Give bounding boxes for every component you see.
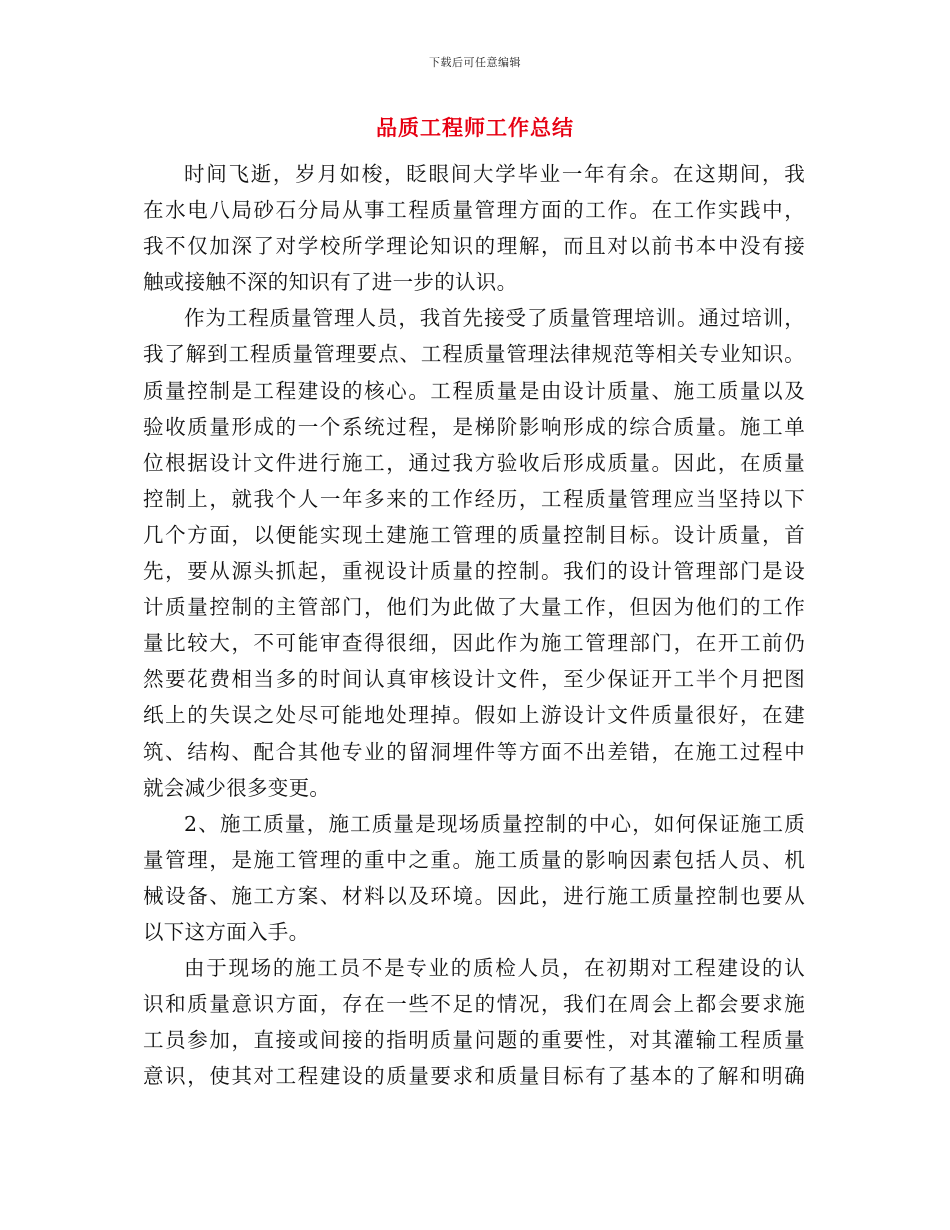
paragraph-line: 械设备、施工方案、材料以及环境。因此，进行施工质量控制也要从	[143, 883, 805, 908]
paragraph-line: 识和质量意识方面，存在一些不足的情况，我们在周会上都会要求施	[143, 992, 805, 1017]
paragraph-line: 量管理，是施工管理的重中之重。施工质量的影响因素包括人员、机	[143, 847, 805, 872]
paragraph	[143, 156, 805, 300]
paragraph-line: 验收质量形成的一个系统过程，是梯阶影响形成的综合质量。施工单	[143, 414, 805, 439]
paragraph-line: 质量控制是工程建设的核心。工程质量是由设计质量、施工质量以及	[143, 378, 805, 403]
paragraph-line: 先，要从源头抓起，重视设计质量的控制。我们的设计管理部门是设	[143, 559, 805, 584]
header-note: 下载后可任意编辑	[429, 56, 521, 69]
paragraph-line: 在水电八局砂石分局从事工程质量管理方面的工作。在工作实践中，	[143, 198, 805, 223]
paragraph-line: 位根据设计文件进行施工，通过我方验收后形成质量。因此，在质量	[143, 450, 805, 475]
paragraph-line: 就会减少很多变更。	[143, 775, 331, 800]
paragraph	[143, 806, 805, 950]
paragraph-line: 作为工程质量管理人员，我首先接受了质量管理培训。通过培训，	[184, 306, 805, 331]
paragraph-line: 纸上的失误之处尽可能地处理掉。假如上游设计文件质量很好，在建	[143, 703, 805, 728]
document-body	[143, 156, 805, 1094]
paragraph-line: 触或接触不深的知识有了进一步的认识。	[143, 270, 518, 295]
paragraph-line: 由于现场的施工员不是专业的质检人员，在初期对工程建设的认	[184, 956, 805, 981]
document-title: 品质工程师工作总结	[376, 115, 574, 140]
paragraph-line: 几个方面，以便能实现土建施工管理的质量控制目标。设计质量，首	[143, 522, 805, 547]
paragraph-line: 筑、结构、配合其他专业的留洞埋件等方面不出差错，在施工过程中	[143, 739, 805, 764]
paragraph-line: 计质量控制的主管部门，他们为此做了大量工作，但因为他们的工作	[143, 595, 805, 620]
paragraph-line: 控制上，就我个人一年多来的工作经历，工程质量管理应当坚持以下	[143, 486, 805, 511]
paragraph-line: 工员参加，直接或间接的指明质量问题的重要性，对其灌输工程质量	[143, 1028, 805, 1053]
paragraph-line: 量比较大，不可能审查得很细，因此作为施工管理部门，在开工前仍	[143, 631, 805, 656]
paragraph-line: 以下这方面入手。	[143, 919, 310, 944]
paragraph-line: 然要花费相当多的时间认真审核设计文件，至少保证开工半个月把图	[143, 667, 805, 692]
paragraph-line: 2、施工质量，施工质量是现场质量控制的中心，如何保证施工质	[184, 811, 805, 836]
paragraph-line: 意识，使其对工程建设的质量要求和质量目标有了基本的了解和明确	[143, 1064, 805, 1089]
paragraph-line: 时间飞逝，岁月如梭，眨眼间大学毕业一年有余。在这期间，我	[184, 162, 805, 186]
paragraph	[143, 300, 805, 805]
paragraph	[143, 950, 805, 1094]
paragraph-line: 我不仅加深了对学校所学理论知识的理解，而且对以前书本中没有接	[143, 234, 805, 259]
paragraph-line: 我了解到工程质量管理要点、工程质量管理法律规范等相关专业知识。	[143, 342, 805, 367]
